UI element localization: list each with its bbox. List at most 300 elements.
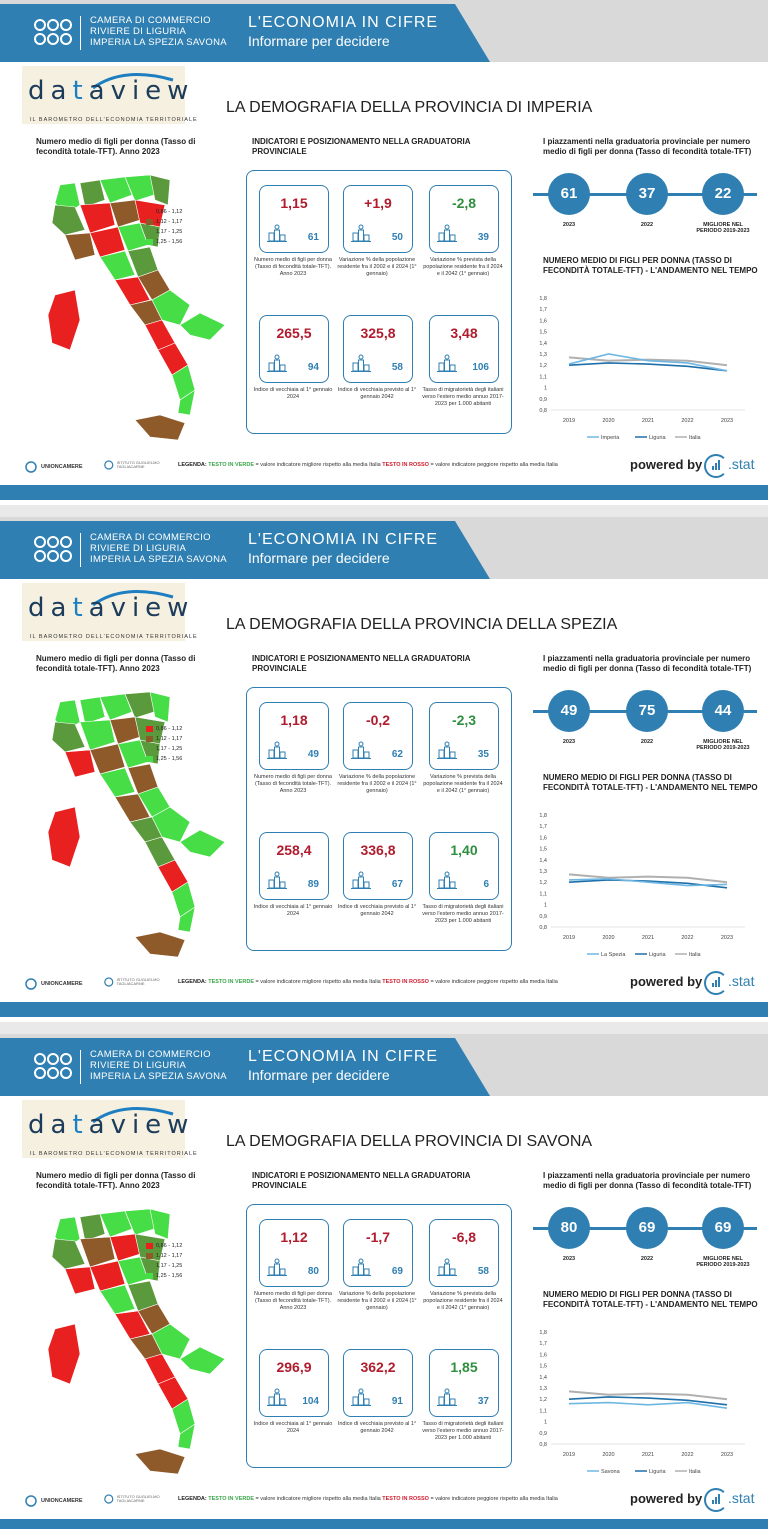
indicator-rank: 62: [391, 749, 403, 760]
x-tick-label: 2019: [562, 935, 576, 941]
legend-item: [146, 227, 182, 237]
footer: [0, 965, 768, 995]
y-tick-label: 1,4: [539, 1374, 547, 1381]
rank-2023-label: 2023: [562, 222, 576, 228]
x-tick-label: 2020: [602, 1452, 615, 1458]
indicator-card: [343, 832, 413, 900]
ranking-podium-icon: [437, 1258, 457, 1276]
y-tick-label: 1,1: [539, 1408, 547, 1415]
map-region: [65, 1267, 95, 1294]
camera-line: IMPERIA LA SPEZIA SAVONA: [90, 1071, 227, 1082]
legend-note-label: LEGENDA:: [178, 1496, 207, 1502]
x-tick-label: 2022: [681, 1452, 694, 1458]
rank-best-circle: 22: [702, 173, 744, 215]
legend-red-text: = valore indicatore peggiore rispetto alla media Italia: [428, 462, 558, 468]
indicator-card: [429, 1219, 499, 1287]
header-subtitle: Informare per decidere: [248, 550, 390, 566]
camera-commercio-name: [90, 15, 227, 48]
dataview-tagline: IL BAROMETRO DELL'ECONOMIA TERRITORIALE: [30, 1151, 198, 1157]
indicator-value: 1,18: [280, 712, 308, 728]
dataview-logo-text: dataview: [28, 76, 195, 106]
camera-line: CAMERA DI COMMERCIO: [90, 532, 211, 543]
tagliacarne-logo-icon: [104, 1493, 114, 1505]
legend-note: [178, 462, 558, 468]
legend-label: 1,25 - 1,56: [156, 239, 183, 245]
bottom-bar: [0, 485, 768, 500]
ranking-podium-icon: [351, 871, 371, 889]
indicator-caption: Indice di vecchiaia al 1° gennaio 2024: [253, 1421, 333, 1434]
indicator-rank: 39: [477, 232, 489, 243]
rank-2022-label: 2022: [640, 739, 654, 745]
legend-item: [146, 1271, 182, 1281]
series-line-liguria: [569, 880, 727, 888]
chart-legend-label: Liguria: [649, 1469, 666, 1475]
stat-text: .stat: [728, 1490, 755, 1506]
map-region: [150, 692, 170, 722]
legend-item: [146, 237, 182, 247]
header-title: L'ECONOMIA IN CIFRE: [248, 14, 439, 31]
ranking-podium-icon: [267, 871, 287, 889]
indicator-caption: Numero medio di figli per donna (Tasso di fecondità totale-TFT). Anno 2023: [254, 257, 332, 277]
camera-line: RIVIERE DI LIGURIA: [90, 1060, 187, 1071]
tagliacarne-logo: [104, 459, 174, 471]
powered-by: powered by: [630, 974, 703, 989]
indicator-value: 265,5: [276, 325, 312, 341]
y-tick-label: 0,9: [539, 1430, 547, 1437]
dataview-logo: [28, 76, 194, 106]
indicator-caption: Indice di vecchiaia previsto al 1° gennaio 2042: [337, 1421, 417, 1434]
y-tick-label: 1,1: [539, 374, 547, 381]
page-title: LA DEMOGRAFIA DELLA PROVINCIA DI IMPERIA: [226, 99, 593, 116]
ranking-podium-icon: [267, 1388, 287, 1406]
indicator-card: [259, 185, 329, 253]
camera-commercio-logo-icon: [32, 17, 74, 49]
indicator-caption: Indice di vecchiaia previsto al 1° gennaio 2042: [337, 904, 417, 917]
indicators-title: INDICATORI E POSIZIONAMENTO NELLA GRADUATORIA PROVINCIALE: [252, 137, 471, 156]
ranking-podium-icon: [267, 741, 287, 759]
powered-by: powered by: [630, 457, 703, 472]
indicator-value: 258,4: [276, 842, 312, 858]
ranking-podium-icon: [351, 224, 371, 242]
indicator-value: 325,8: [360, 325, 396, 341]
legend-label: 1,17 - 1,25: [156, 229, 183, 235]
indicator-caption: Variazione % prevista della popolazione residente fra il 2024 e il 2042 (1° gennaio): [423, 257, 503, 277]
legend-swatch: [146, 756, 153, 762]
indicator-caption: Tasso di migratorietà degli italiani verso l'estero medio annuo 2017-2023 per 1.000 abitanti: [422, 387, 504, 407]
camera-line: IMPERIA LA SPEZIA SAVONA: [90, 37, 227, 48]
x-tick-label: 2020: [602, 935, 615, 941]
indicator-caption: Indice di vecchiaia al 1° gennaio 2024: [253, 387, 333, 400]
y-tick-label: 1,2: [539, 880, 547, 887]
indicator-rank: 50: [391, 232, 403, 243]
map-region: [65, 750, 95, 777]
dataview-logo-accent: t: [72, 1110, 89, 1140]
indicator-card: [259, 1219, 329, 1287]
indicator-value: 296,9: [276, 1359, 312, 1375]
map-region: [80, 180, 105, 207]
legend-swatch: [146, 1253, 153, 1259]
ranking-podium-icon: [437, 354, 457, 372]
indicator-rank: 67: [391, 879, 403, 890]
dataview-logo: [28, 1110, 194, 1140]
y-tick-label: 1,7: [539, 824, 547, 831]
ranking-podium-icon: [437, 1388, 457, 1406]
tagliacarne-logo: [104, 1493, 174, 1505]
indicator-value: 362,2: [360, 1359, 396, 1375]
map-region: [135, 1449, 185, 1474]
legend-item: [146, 1241, 182, 1251]
legend-note: [178, 1496, 558, 1502]
y-tick-label: 1,7: [539, 1341, 547, 1348]
map-region: [150, 1209, 170, 1239]
map-region: [150, 175, 170, 205]
chart-legend-label: Liguria: [649, 952, 666, 958]
ranking-podium-icon: [437, 871, 457, 889]
map-region: [48, 1324, 80, 1384]
indicator-card: [429, 315, 499, 383]
legend-label: 0,86 - 1,12: [156, 1243, 183, 1249]
fertility-trend-chart: [525, 1316, 760, 1486]
map-region: [135, 932, 185, 957]
camera-commercio-name: [90, 532, 227, 565]
stat-logo: [704, 1488, 756, 1510]
map-region: [48, 290, 80, 350]
y-tick-label: 1,3: [539, 1386, 547, 1392]
camera-commercio-name: [90, 1049, 227, 1082]
ranking-podium-icon: [351, 1258, 371, 1276]
legend-item: [146, 1261, 182, 1271]
legend-item: [146, 207, 182, 217]
y-tick-label: 1,6: [539, 835, 547, 842]
map-region: [65, 233, 95, 260]
chart-legend-label: Savona: [601, 1469, 620, 1475]
chart-legend-label: Italia: [689, 952, 701, 958]
map-legend: [146, 1241, 182, 1281]
indicator-rank: 94: [307, 362, 319, 373]
header-divider: [80, 533, 81, 567]
italy-fertility-map: [40, 175, 235, 445]
indicator-caption: Variazione % della popolazione residente fra il 2002 e il 2024 (1° gennaio): [337, 774, 417, 794]
legend-green-label: TESTO IN VERDE: [208, 462, 255, 468]
legend-red-text: = valore indicatore peggiore rispetto alla media Italia: [428, 1496, 558, 1502]
camera-line: CAMERA DI COMMERCIO: [90, 15, 211, 26]
chart-title: NUMERO MEDIO DI FIGLI PER DONNA (TASSO DI FECONDITÀ TOTALE-TFT) - L'ANDAMENTO NEL TEMPO: [543, 773, 758, 792]
x-tick-label: 2021: [641, 418, 655, 424]
unioncamere-logo: [25, 1495, 83, 1507]
stat-logo: [704, 971, 756, 993]
rank-2023-circle: 61: [548, 173, 590, 215]
legend-swatch: [146, 219, 153, 225]
ranking-podium-icon: [351, 741, 371, 759]
y-tick-label: 1,8: [539, 1330, 547, 1336]
province-panel: [0, 0, 768, 505]
header-title: L'ECONOMIA IN CIFRE: [248, 531, 439, 548]
indicator-rank: 69: [391, 1266, 403, 1277]
indicator-rank: 35: [477, 749, 489, 760]
indicator-rank: 89: [307, 879, 319, 890]
indicator-rank: 6: [483, 879, 489, 890]
indicator-card: [259, 315, 329, 383]
y-tick-label: 1,8: [539, 813, 547, 819]
header-subtitle: Informare per decidere: [248, 1067, 390, 1083]
unioncamere-logo: [25, 461, 83, 473]
indicator-caption: Variazione % della popolazione residente fra il 2002 e il 2024 (1° gennaio): [337, 1291, 417, 1311]
indicator-value: 336,8: [360, 842, 396, 858]
fertility-trend-chart: [525, 799, 760, 969]
stat-logo: [704, 454, 756, 476]
unioncamere-logo-icon: [25, 978, 37, 990]
ranking-title: I piazzamenti nella graduatoria provinciale per numero medio di figli per donna (Tasso di fecondità totale-TFT): [543, 137, 752, 156]
header-divider: [80, 16, 81, 50]
y-tick-label: 1: [543, 1419, 547, 1426]
y-tick-label: 1,6: [539, 318, 547, 325]
indicator-caption: Indice di vecchiaia previsto al 1° gennaio 2042: [337, 387, 417, 400]
indicator-value: -2,8: [451, 195, 477, 211]
y-tick-label: 0,9: [539, 396, 547, 403]
legend-swatch: [146, 239, 153, 245]
legend-label: 1,25 - 1,56: [156, 1273, 183, 1279]
legend-green-text: = valore indicatore migliore rispetto alla media Italia: [254, 462, 383, 468]
stat-bars: [712, 460, 720, 470]
indicators-box: [246, 687, 512, 951]
map-title: Numero medio di figli per donna (Tasso di fecondità totale-TFT). Anno 2023: [36, 654, 196, 673]
indicators-title: INDICATORI E POSIZIONAMENTO NELLA GRADUATORIA PROVINCIALE: [252, 1171, 471, 1190]
indicator-caption: Variazione % prevista della popolazione residente fra il 2024 e il 2042 (1° gennaio): [423, 774, 503, 794]
legend-label: 1,17 - 1,25: [156, 746, 183, 752]
map-region: [180, 313, 225, 340]
stat-text: .stat: [728, 973, 755, 989]
rank-2023-label: 2023: [562, 1256, 576, 1262]
camera-line: IMPERIA LA SPEZIA SAVONA: [90, 554, 227, 565]
indicator-card: [429, 1349, 499, 1417]
legend-swatch: [146, 726, 153, 732]
province-panel: [0, 517, 768, 1022]
unioncamere-text: UNIONCAMERE: [41, 981, 83, 987]
indicator-caption: Tasso di migratorietà degli italiani verso l'estero medio annuo 2017-2023 per 1.000 abitanti: [422, 904, 504, 924]
indicator-value: -1,7: [365, 1229, 391, 1245]
legend-swatch: [146, 736, 153, 742]
series-line-savona: [569, 1403, 727, 1409]
y-tick-label: 1,1: [539, 891, 547, 898]
chart-title: NUMERO MEDIO DI FIGLI PER DONNA (TASSO DI FECONDITÀ TOTALE-TFT) - L'ANDAMENTO NEL TEMPO: [543, 1290, 758, 1309]
x-tick-label: 2021: [641, 1452, 655, 1458]
y-tick-label: 1,8: [539, 296, 547, 302]
rank-2022-circle: 75: [626, 690, 668, 732]
indicator-rank: 91: [391, 1396, 403, 1407]
indicator-rank: 104: [302, 1396, 319, 1407]
ranking-title: I piazzamenti nella graduatoria provinciale per numero medio di figli per donna (Tasso di fecondità totale-TFT): [543, 1171, 752, 1190]
unioncamere-logo-icon: [25, 461, 37, 473]
ranking-podium-icon: [437, 741, 457, 759]
indicator-caption: Variazione % della popolazione residente fra il 2002 e il 2024 (1° gennaio): [337, 257, 417, 277]
legend-swatch: [146, 1263, 153, 1269]
footer: [0, 1482, 768, 1512]
legend-item: [146, 744, 182, 754]
legend-label: 1,12 - 1,17: [156, 219, 183, 225]
tagliacarne-logo-icon: [104, 459, 114, 471]
legend-label: 0,86 - 1,12: [156, 726, 183, 732]
ranking-podium-icon: [351, 354, 371, 372]
legend-swatch: [146, 1273, 153, 1279]
y-tick-label: 0,8: [539, 925, 547, 931]
rank-2023-circle: 49: [548, 690, 590, 732]
camera-line: RIVIERE DI LIGURIA: [90, 26, 187, 37]
x-tick-label: 2022: [681, 418, 694, 424]
legend-red-label: TESTO IN ROSSO: [382, 979, 429, 985]
dataview-logo-text: dataview: [28, 593, 195, 623]
map-legend: [146, 724, 182, 764]
y-tick-label: 1,3: [539, 352, 547, 358]
y-tick-label: 1,6: [539, 1352, 547, 1359]
legend-green-label: TESTO IN VERDE: [208, 1496, 255, 1502]
unioncamere-text: UNIONCAMERE: [41, 464, 83, 470]
chart-legend-label: Italia: [689, 435, 701, 441]
legend-note: [178, 979, 558, 985]
indicator-caption: Numero medio di figli per donna (Tasso di fecondità totale-TFT). Anno 2023: [254, 774, 332, 794]
camera-commercio-logo-icon: [32, 1051, 74, 1083]
indicator-caption: Tasso di migratorietà degli italiani verso l'estero medio annuo 2017-2023 per 1.000 abitanti: [422, 1421, 504, 1441]
y-tick-label: 1,5: [539, 846, 547, 853]
map-region: [52, 205, 85, 235]
dataview-logo: [28, 593, 194, 623]
indicator-value: 3,48: [450, 325, 478, 341]
page-title: LA DEMOGRAFIA DELLA PROVINCIA DELLA SPEZIA: [226, 616, 618, 633]
y-tick-label: 1,4: [539, 340, 547, 347]
legend-item: [146, 217, 182, 227]
rank-best-label: MIGLIORE NEL PERIODO 2019-2023: [696, 739, 750, 751]
rank-2023-label: 2023: [562, 739, 576, 745]
y-tick-label: 1,5: [539, 1363, 547, 1370]
header-divider: [80, 1050, 81, 1084]
indicator-rank: 58: [391, 362, 403, 373]
legend-red-label: TESTO IN ROSSO: [382, 1496, 429, 1502]
y-tick-label: 1,7: [539, 307, 547, 314]
rank-2022-circle: 37: [626, 173, 668, 215]
dataview-logo-text: dataview: [28, 1110, 195, 1140]
indicator-card: [429, 185, 499, 253]
map-region: [80, 1214, 105, 1241]
chart-legend-label: Liguria: [649, 435, 666, 441]
indicator-value: 1,40: [450, 842, 478, 858]
map-legend: [146, 207, 182, 247]
unioncamere-text: UNIONCAMERE: [41, 1498, 83, 1504]
y-tick-label: 0,8: [539, 408, 547, 414]
unioncamere-logo: [25, 978, 83, 990]
dataview-logo-accent: t: [72, 593, 89, 623]
x-tick-label: 2019: [562, 1452, 576, 1458]
y-tick-label: 1,2: [539, 1397, 547, 1404]
header-subtitle: Informare per decidere: [248, 33, 390, 49]
x-tick-label: 2020: [602, 418, 615, 424]
legend-green-label: TESTO IN VERDE: [208, 979, 255, 985]
indicators-title: INDICATORI E POSIZIONAMENTO NELLA GRADUATORIA PROVINCIALE: [252, 654, 471, 673]
tagliacarne-logo: [104, 976, 174, 988]
header-title: L'ECONOMIA IN CIFRE: [248, 1048, 439, 1065]
map-region: [135, 415, 185, 440]
rank-2022-label: 2022: [640, 1256, 654, 1262]
legend-swatch: [146, 1243, 153, 1249]
legend-swatch: [146, 746, 153, 752]
rank-best-label: MIGLIORE NEL PERIODO 2019-2023: [696, 222, 750, 234]
indicator-rank: 37: [477, 1396, 489, 1407]
indicator-value: -6,8: [451, 1229, 477, 1245]
stat-text: .stat: [728, 456, 755, 472]
map-region: [180, 1347, 225, 1374]
indicator-card: [259, 702, 329, 770]
indicator-rank: 80: [307, 1266, 319, 1277]
tagliacarne-text: ISTITUTO GUGLIELMO TAGLIACARNE: [116, 1494, 160, 1503]
indicator-card: [259, 832, 329, 900]
indicator-card: [343, 1219, 413, 1287]
dataview-tagline: IL BAROMETRO DELL'ECONOMIA TERRITORIALE: [30, 634, 198, 640]
x-tick-label: 2021: [641, 935, 655, 941]
x-tick-label: 2019: [562, 418, 576, 424]
y-tick-label: 1,4: [539, 857, 547, 864]
rank-2023-circle: 80: [548, 1207, 590, 1249]
indicator-caption: Variazione % prevista della popolazione residente fra il 2024 e il 2042 (1° gennaio): [423, 1291, 503, 1311]
indicator-caption: Numero medio di figli per donna (Tasso di fecondità totale-TFT). Anno 2023: [254, 1291, 332, 1311]
x-tick-label: 2023: [720, 935, 734, 941]
indicator-value: 1,12: [280, 1229, 308, 1245]
map-title: Numero medio di figli per donna (Tasso di fecondità totale-TFT). Anno 2023: [36, 1171, 196, 1190]
legend-item: [146, 724, 182, 734]
ranking-podium-icon: [267, 224, 287, 242]
camera-line: RIVIERE DI LIGURIA: [90, 543, 187, 554]
indicator-card: [343, 1349, 413, 1417]
tagliacarne-text: ISTITUTO GUGLIELMO TAGLIACARNE: [116, 460, 160, 469]
province-panel: [0, 1034, 768, 1529]
legend-red-text: = valore indicatore peggiore rispetto alla media Italia: [428, 979, 558, 985]
indicator-card: [259, 1349, 329, 1417]
indicator-card: [343, 702, 413, 770]
y-tick-label: 1,5: [539, 329, 547, 336]
ranking-podium-icon: [351, 1388, 371, 1406]
x-tick-label: 2023: [720, 418, 734, 424]
map-region: [48, 807, 80, 867]
indicator-rank: 61: [307, 232, 319, 243]
camera-commercio-logo-icon: [32, 534, 74, 566]
legend-red-label: TESTO IN ROSSO: [382, 462, 429, 468]
indicator-rank: 49: [307, 749, 319, 760]
ranking-podium-icon: [267, 1258, 287, 1276]
legend-green-text: = valore indicatore migliore rispetto alla media Italia: [254, 1496, 383, 1502]
indicator-value: +1,9: [364, 195, 392, 211]
rank-best-circle: 69: [702, 1207, 744, 1249]
italy-fertility-map: [40, 692, 235, 962]
indicator-card: [343, 185, 413, 253]
page-title: LA DEMOGRAFIA DELLA PROVINCIA DI SAVONA: [226, 1133, 593, 1150]
chart-legend-label: La Spezia: [601, 952, 626, 958]
map-title: Numero medio di figli per donna (Tasso di fecondità totale-TFT). Anno 2023: [36, 137, 196, 156]
indicator-card: [429, 832, 499, 900]
legend-label: 1,12 - 1,17: [156, 736, 183, 742]
unioncamere-logo-icon: [25, 1495, 37, 1507]
y-tick-label: 1: [543, 385, 547, 392]
stat-bars: [712, 1494, 720, 1504]
legend-label: 0,86 - 1,12: [156, 209, 183, 215]
legend-label: 1,12 - 1,17: [156, 1253, 183, 1259]
indicators-box: [246, 1204, 512, 1468]
chart-title: NUMERO MEDIO DI FIGLI PER DONNA (TASSO DI FECONDITÀ TOTALE-TFT) - L'ANDAMENTO NEL TEMPO: [543, 256, 758, 275]
bottom-bar: [0, 1519, 768, 1529]
indicator-value: -2,3: [451, 712, 477, 728]
powered-by: powered by: [630, 1491, 703, 1506]
italy-fertility-map: [40, 1209, 235, 1479]
y-tick-label: 0,8: [539, 1442, 547, 1448]
legend-label: 1,25 - 1,56: [156, 756, 183, 762]
tagliacarne-logo-icon: [104, 976, 114, 988]
indicator-value: 1,15: [280, 195, 308, 211]
